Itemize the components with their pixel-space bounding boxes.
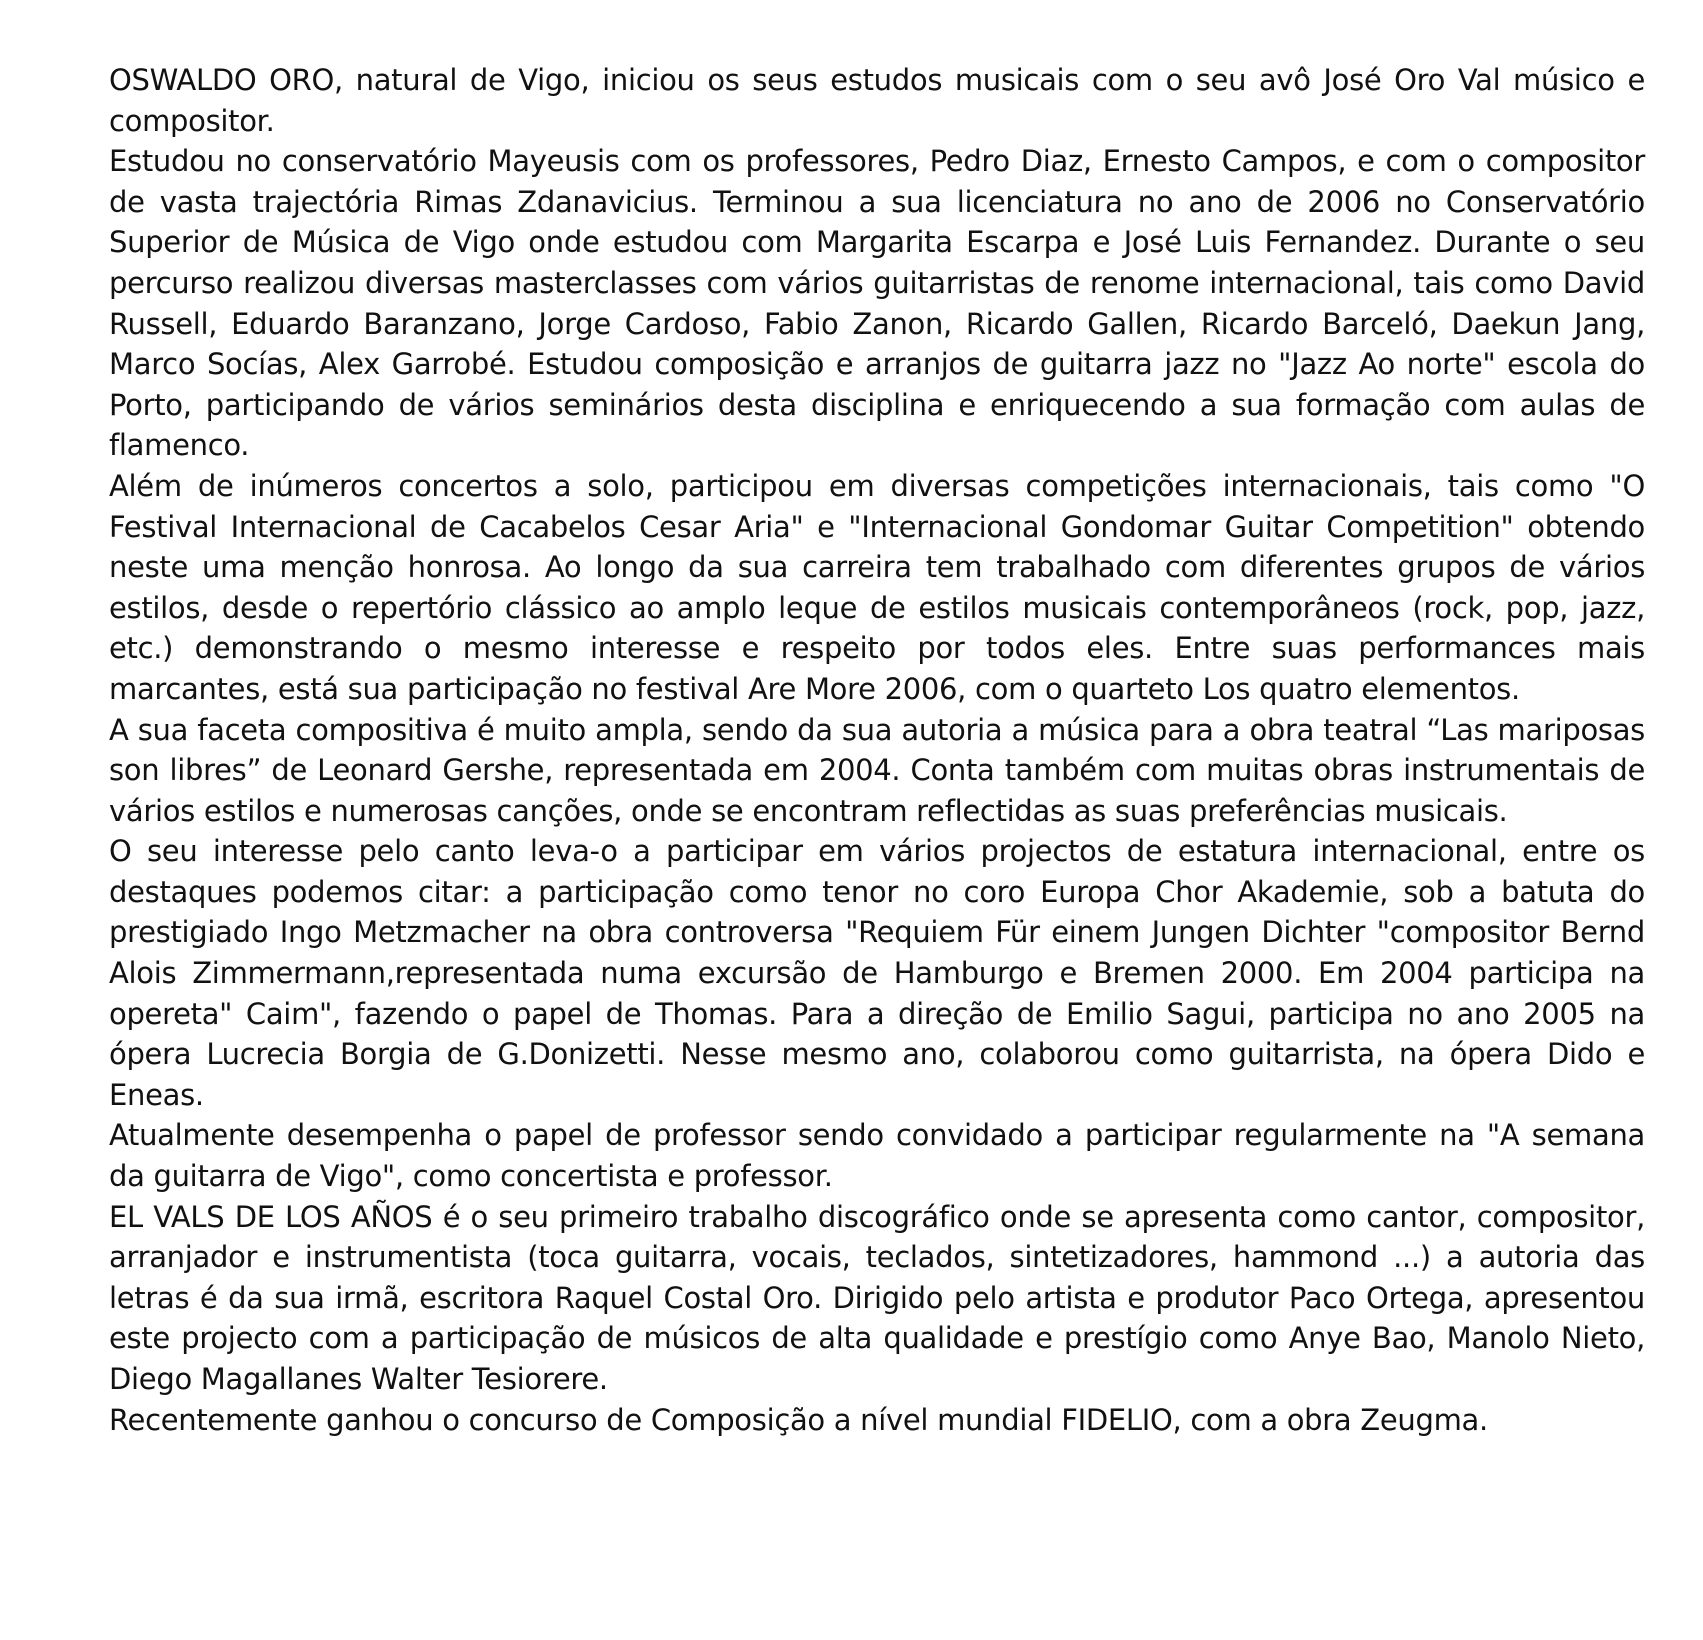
paragraph-education: Estudou no conservatório Mayeusis com os professores, Pedro Diaz, Ernesto Campos, e com o compositor de vasta trajectória Rimas Zdanavicius. Terminou a sua licenciatura no ano de 2006 no Conservatório Superior de Música de Vigo onde estudou com Margarita Escarpa e José Luis Fernandez. Durante o seu percurso realizou diversas masterclasses com vários guitarristas de renome internacional, tais como David Russell, Eduardo Baranzano, Jorge Cardoso, Fabio Zanon, Ricardo Gallen, Ricardo Barceló, Daekun Jang, Marco Socías, Alex Garrobé. Estudou composição e arranjos de guitarra jazz no "Jazz Ao norte" escola do Porto, participando de vários seminários desta disciplina e enriquecendo a sua formação com aulas de flamenco. xyxy=(109,144,1645,463)
paragraph-competitions: Além de inúmeros concertos a solo, participou em diversas competições internacionais, tais como "O Festival Internacional de Cacabelos Cesar Aria" e "Internacional Gondomar Guitar Competition" obtendo neste uma menção honrosa. Ao longo da sua carreira tem trabalhado com diferentes grupos de vários estilos, desde o repertório clássico ao amplo leque de estilos musicais contemporâneos (rock, pop, jazz, etc.) demonstrando o mesmo interesse e respeito por todos eles. Entre suas performances mais marcantes, está sua participação no festival Are More 2006, com o quarteto Los quatro elementos. xyxy=(109,468,1645,706)
paragraph-composition: A sua faceta compositiva é muito ampla, sendo da sua autoria a música para a obra teatral “Las mariposas son libres” de Leonard Gershe, representada em 2004. Conta também com muitas obras instrumentais de vários estilos e numerosas canções, onde se encontram reflectidas as suas preferências musicais. xyxy=(109,712,1645,828)
paragraph-teaching: Atualmente desempenha o papel de professor sendo convidado a participar regularmente na "A semana da guitarra de Vigo", como concertista e professor. xyxy=(109,1118,1645,1194)
paragraph-intro: OSWALDO ORO, natural de Vigo, iniciou os seus estudos musicais com o seu avô José Oro Val músico e compositor. xyxy=(109,63,1645,138)
paragraph-award: Recentemente ganhou o concurso de Composição a nível mundial FIDELIO, com a obra Zeugma. xyxy=(109,1402,1488,1437)
biography-text xyxy=(109,60,1645,1440)
paragraph-singing: O seu interesse pelo canto leva-o a participar em vários projectos de estatura internacional, entre os destaques podemos citar: a participação como tenor no coro Europa Chor Akademie, sob a batuta do prestigiado Ingo Metzmacher na obra controversa "Requiem Für einem Jungen Dichter "compositor Bernd Alois Zimmermann,representada numa excursão de Hamburgo e Bremen 2000. Em 2004 participa na opereta" Caim", fazendo o papel de Thomas. Para a direção de Emilio Sagui, participa no ano 2005 na ópera Lucrecia Borgia de G.Donizetti. Nesse mesmo ano, colaborou como guitarrista, na ópera Dido e Eneas. xyxy=(109,834,1645,1112)
paragraph-album: EL VALS DE LOS AÑOS é o seu primeiro trabalho discográfico onde se apresenta como cantor, compositor, arranjador e instrumentista (toca guitarra, vocais, teclados, sintetizadores, hammond ...) a autoria das letras é da sua irmã, escritora Raquel Costal Oro. Dirigido pelo artista e produtor Paco Ortega, apresentou este projecto com a participação de músicos de alta qualidade e prestígio como Anye Bao, Manolo Nieto, Diego Magallanes Walter Tesiorere. xyxy=(109,1199,1645,1396)
